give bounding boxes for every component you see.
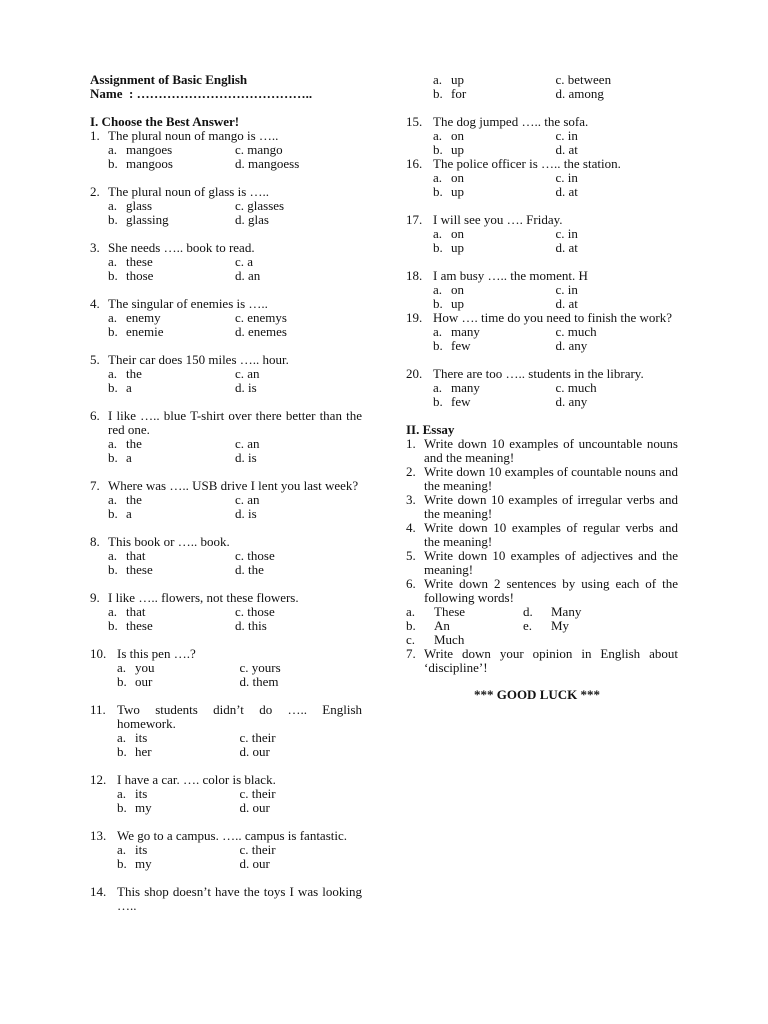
essay-item-7: 7. Write down your opinion in English about ‘discipline’!	[406, 646, 678, 675]
question-number: 9.	[90, 590, 100, 605]
option-d: d. our	[239, 800, 270, 815]
question-text: I like ….. blue T-shirt over there better than the red one.	[108, 408, 362, 437]
good-luck-footer: *** GOOD LUCK ***	[473, 687, 601, 702]
option-b: b. those	[108, 268, 154, 283]
option-c: c. those	[235, 604, 275, 619]
option-c: c. a	[235, 254, 254, 269]
question-14	[90, 885, 362, 913]
option-b: b. a	[108, 450, 132, 465]
option-c: c. enemys	[235, 310, 287, 325]
question-18	[406, 269, 678, 311]
option-a: a. enemy	[108, 310, 161, 325]
option-b: b. our	[117, 674, 153, 689]
question-11	[90, 703, 362, 759]
question-number: 20.	[406, 366, 423, 381]
question-text: I am busy ….. the moment. H	[433, 268, 588, 283]
essay-item-1: 1. Write down 10 examples of uncountable nouns and the meaning!	[406, 436, 678, 465]
option-a: a. that	[108, 604, 146, 619]
option-a: a. you	[117, 660, 155, 675]
option-d: d. mangoess	[235, 156, 300, 171]
question-1	[90, 129, 362, 171]
option-d: d. them	[239, 674, 279, 689]
option-a: a. on	[433, 226, 464, 241]
word-item: b. An	[406, 618, 450, 633]
question-number: 3.	[90, 240, 100, 255]
option-a: a. the	[108, 492, 142, 507]
option-a: a. its	[117, 730, 148, 745]
option-c: c. their	[239, 842, 276, 857]
option-b: b. few	[433, 394, 471, 409]
option-c: c. glasses	[235, 198, 285, 213]
option-c: c. in	[555, 282, 578, 297]
option-b: b. enemie	[108, 324, 164, 339]
question-number: 1.	[90, 128, 100, 143]
question-17	[406, 213, 678, 255]
essay-word-list	[406, 605, 678, 647]
option-d: d. is	[235, 506, 257, 521]
option-c: c. their	[239, 730, 276, 745]
option-d: d. our	[239, 856, 270, 871]
option-a: a. its	[117, 786, 148, 801]
option-c: c. much	[555, 324, 597, 339]
option-a: a. on	[433, 170, 464, 185]
option-b: b. few	[433, 338, 471, 353]
option-b: b. up	[433, 240, 464, 255]
essay-item-5: 5. Write down 10 examples of adjectives and the meaning!	[406, 548, 678, 577]
question-text: This book or ….. book.	[108, 534, 230, 549]
option-b: b. her	[117, 744, 152, 759]
question-6	[90, 409, 362, 465]
option-d: d. is	[235, 380, 257, 395]
question-text: I will see you …. Friday.	[433, 212, 563, 227]
option-d: d. any	[555, 394, 588, 409]
option-d: d. among	[555, 86, 604, 101]
option-b: b. up	[433, 142, 464, 157]
option-b: b. these	[108, 562, 153, 577]
question-number: 6.	[90, 408, 100, 423]
option-d: d. any	[555, 338, 588, 353]
option-c: c. their	[239, 786, 276, 801]
question-number: 13.	[90, 828, 107, 843]
essay-list	[406, 437, 678, 675]
option-c: c. in	[555, 128, 578, 143]
question-text: The plural noun of mango is …..	[108, 128, 279, 143]
question-number: 16.	[406, 156, 423, 171]
question-text: Where was ….. USB drive I lent you last week?	[108, 478, 359, 493]
question-number: 7.	[90, 478, 100, 493]
option-d: d. this	[235, 618, 267, 633]
question-number: 15.	[406, 114, 423, 129]
name-blank: : …………………………………..	[129, 86, 313, 101]
essay-item-2: 2. Write down 10 examples of countable nouns and the meaning!	[406, 464, 678, 493]
question-number: 10.	[90, 646, 107, 661]
option-c: c. an	[235, 492, 260, 507]
option-a: a. the	[108, 366, 142, 381]
option-a: a. many	[433, 324, 480, 339]
word-item: d. Many	[523, 604, 582, 619]
option-a: a. these	[108, 254, 153, 269]
essay-item-3: 3. Write down 10 examples of irregular verbs and the meaning!	[406, 492, 678, 521]
question-text: This shop doesn’t have the toys I was looking …..	[117, 884, 362, 913]
option-d: d. is	[235, 450, 257, 465]
option-c: c. between	[555, 72, 612, 87]
option-d: d. enemes	[235, 324, 287, 339]
option-d: d. at	[555, 240, 578, 255]
essay-item-6: 6. Write down 2 sentences by using each of the following words!	[406, 576, 678, 605]
option-a: a. up	[433, 72, 464, 87]
question-number: 4.	[90, 296, 100, 311]
question-text: Two students didn’t do ….. English homework.	[117, 702, 362, 731]
question-9	[90, 591, 362, 633]
question-number: 8.	[90, 534, 100, 549]
option-d: d. at	[555, 296, 578, 311]
left-column	[90, 73, 362, 913]
question-4	[90, 297, 362, 339]
question-number: 18.	[406, 268, 423, 283]
question-number: 19.	[406, 310, 423, 325]
question-5	[90, 353, 362, 395]
question-number: 5.	[90, 352, 100, 367]
option-b: b. a	[108, 506, 132, 521]
option-a: a. mangoes	[108, 142, 173, 157]
question-12	[90, 773, 362, 815]
question-text: How …. time do you need to finish the work?	[433, 310, 673, 325]
name-line	[90, 87, 362, 101]
option-b: b. mangoos	[108, 156, 173, 171]
section-2-title: II. Essay	[406, 422, 455, 437]
question-text: Their car does 150 miles ….. hour.	[108, 352, 289, 367]
question-20	[406, 367, 678, 409]
question-2	[90, 185, 362, 227]
option-c: c. mango	[235, 142, 283, 157]
option-a: a. glass	[108, 198, 152, 213]
question-8	[90, 535, 362, 577]
option-a: a. its	[117, 842, 148, 857]
question-19	[406, 311, 678, 353]
option-b: b. up	[433, 184, 464, 199]
question-number: 17.	[406, 212, 423, 227]
essay-item-4: 4. Write down 10 examples of regular verbs and the meaning!	[406, 520, 678, 549]
option-b: b. glassing	[108, 212, 169, 227]
option-b: b. up	[433, 296, 464, 311]
question-text: I have a car. …. color is black.	[117, 772, 276, 787]
option-a: a. on	[433, 282, 464, 297]
question-15	[406, 115, 678, 157]
option-c: c. in	[555, 170, 578, 185]
question-text: The singular of enemies is …..	[108, 296, 268, 311]
option-b: b. my	[117, 800, 152, 815]
name-label: Name	[90, 86, 123, 101]
question-text: We go to a campus. ….. campus is fantastic.	[117, 828, 348, 843]
question-text: The dog jumped ….. the sofa.	[433, 114, 589, 129]
right-column	[406, 73, 678, 702]
question-7	[90, 479, 362, 521]
question-10	[90, 647, 362, 689]
question-number: 11.	[90, 702, 106, 717]
question-text: The plural noun of glass is …..	[108, 184, 270, 199]
option-c: c. much	[555, 380, 597, 395]
option-c: c. those	[235, 548, 275, 563]
question-text: The police officer is ….. the station.	[433, 156, 621, 171]
question-3	[90, 241, 362, 283]
option-b: b. my	[117, 856, 152, 871]
option-d: d. the	[235, 562, 264, 577]
question-text: She needs ….. book to read.	[108, 240, 255, 255]
question-number: 12.	[90, 772, 107, 787]
question-text: There are too ….. students in the library.	[433, 366, 644, 381]
word-item: a. These	[406, 604, 466, 619]
option-c: c. an	[235, 436, 260, 451]
word-item: e. My	[523, 618, 570, 633]
option-a: a. that	[108, 548, 146, 563]
question-number: 14.	[90, 884, 107, 899]
option-d: d. glas	[235, 212, 269, 227]
option-a: a. on	[433, 128, 464, 143]
option-d: d. our	[239, 744, 270, 759]
question-14-options	[406, 73, 678, 101]
option-d: d. an	[235, 268, 261, 283]
question-text: I like ….. flowers, not these flowers.	[108, 590, 299, 605]
question-13	[90, 829, 362, 871]
question-text: Is this pen ….?	[117, 646, 196, 661]
assignment-title: Assignment of Basic English	[90, 72, 248, 87]
option-b: b. a	[108, 380, 132, 395]
question-16	[406, 157, 678, 199]
word-item: c. Much	[406, 632, 465, 647]
section-1-title: I. Choose the Best Answer!	[90, 114, 240, 129]
option-b: b. for	[433, 86, 467, 101]
option-d: d. at	[555, 184, 578, 199]
option-d: d. at	[555, 142, 578, 157]
option-c: c. an	[235, 366, 260, 381]
option-b: b. these	[108, 618, 153, 633]
option-a: a. many	[433, 380, 480, 395]
option-a: a. the	[108, 436, 142, 451]
option-c: c. yours	[239, 660, 281, 675]
question-number: 2.	[90, 184, 100, 199]
option-c: c. in	[555, 226, 578, 241]
